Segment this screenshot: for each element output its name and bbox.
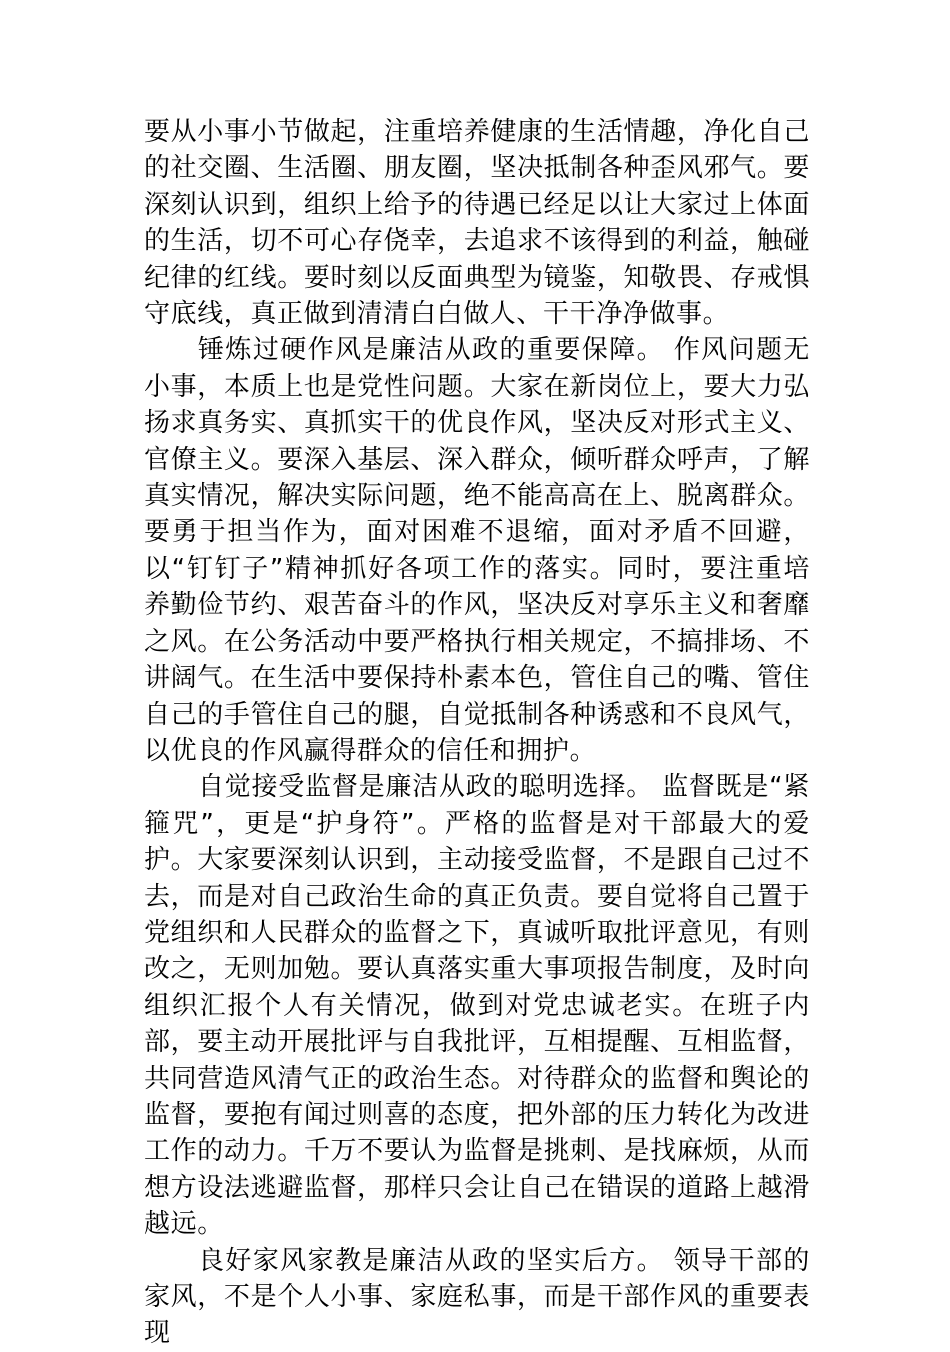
paragraph-work-style: 锤炼过硬作风是廉洁从政的重要保障。 作风问题无小事，本质上也是党性问题。大家在新岗位上，要大力弘扬求真务实、真抓实干的优良作风，坚决反对形式主义、官僚主义。要深入基层、深入群众，倾听群众呼声，了解真实情况，解决实际问题，绝不能高高在上、脱离群众。要勇于担当作为，面对困难不退缩，面对矛盾不回避，以“钉钉子”精神抓好各项工作的落实。同时，要注重培养勤俭节约、艰苦奋斗的作风，坚决反对享乐主义和奢靡之风。在公务活动中要严格执行相关规定，不搞排场、不讲阔气。在生活中要保持朴素本色，管住自己的嘴、管住自己的手管住自己的腿，自觉抵制各种诱惑和不良风气，以优良的作风赢得群众的信任和拥护。 [144, 335, 810, 766]
paragraph-supervision: 自觉接受监督是廉洁从政的聪明选择。 监督既是“紧箍咒”，更是“护身符”。严格的监督是对干部最大的爱护。大家要深刻认识到，主动接受监督，不是跟自己过不去，而是对自己政治生命的真正负责。要自觉将自己置于党组织和人民群众的监督之下，真诚听取批评意见，有则改之，无则加勉。要认真落实重大事项报告制度，及时向组织汇报个人有关情况，做到对党忠诚老实。在班子内部，要主动开展批评与自我批评，互相提醒、互相监督，共同营造风清气正的政治生态。对待群众的监督和舆论的监督，要抱有闻过则喜的态度，把外部的压力转化为改进工作的动力。千万不要认为监督是挑刺、是找麻烦，从而想方设法逃避监督，那样只会让自己在错误的道路上越滑越远。 [144, 772, 810, 1240]
document-body [144, 114, 810, 1352]
paragraph-family-tradition: 良好家风家教是廉洁从政的坚实后方。 领导干部的家风，不是个人小事、家庭私事，而是干部作风的重要表现 [144, 1245, 810, 1349]
paragraph-continuation: 要从小事小节做起，注重培养健康的生活情趣，净化自己的社交圈、生活圈、朋友圈，坚决抵制各种歪风邪气。要深刻认识到，组织上给予的待遇已经足以让大家过上体面的生活，切不可心存侥幸，去追求不该得到的利益，触碰纪律的红线。要时刻以反面典型为镜鉴，知敬畏、存戒惧守底线，真正做到清清白白做人、干干净净做事。 [144, 117, 810, 330]
